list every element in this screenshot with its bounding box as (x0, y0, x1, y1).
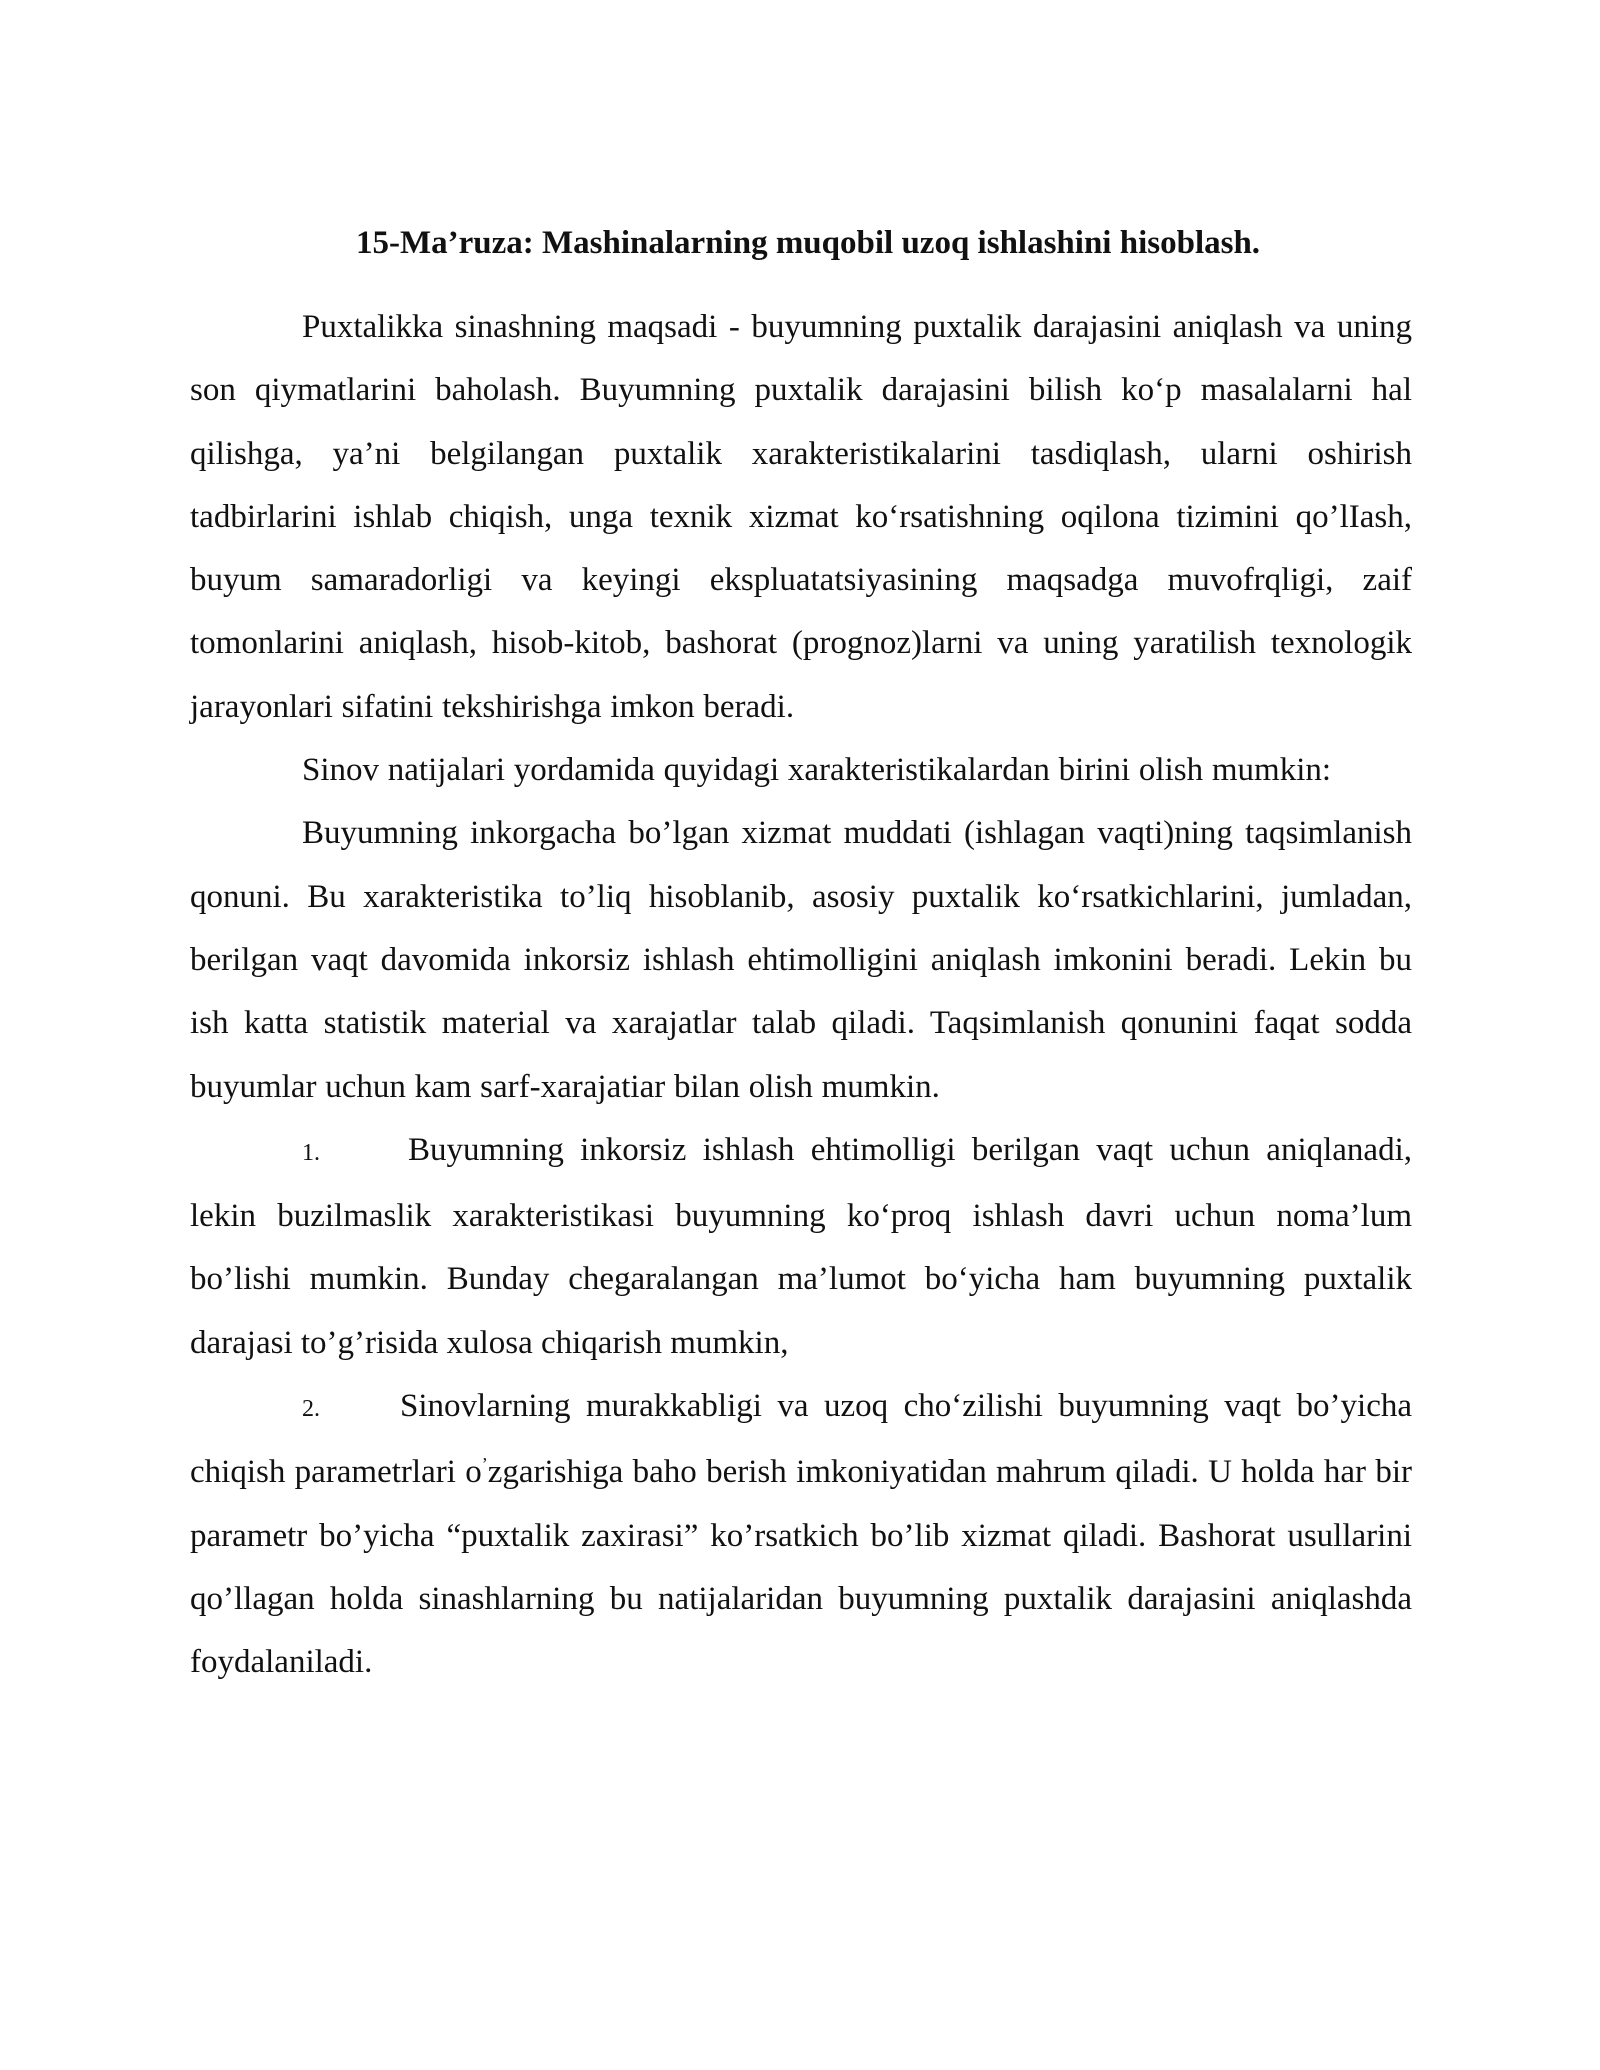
superscript-apostrophe: ’ (481, 1454, 488, 1475)
list-text-1: Buyumning inkorsiz ishlash ehtimolligi berilgan vaqt uchun aniqlanadi, lekin buzilmaslik xarakteristikasi buyumning ko‘proq ishlash davri uchun noma’lum bo’lishi mumkin. Bunday chegaralangan ma’lumot bo‘yicha ham buyumning puxtalik darajasi to’g’risida xulosa chiqarish mumkin, (190, 1131, 1412, 1361)
paragraph-distribution-law: Buyumning inkorgacha bo’lgan xizmat muddati (ishlagan vaqti)ning taqsimlanish qonuni. Bu xarakteristika to’liq hisoblanib, asosiy puxtalik ko‘rsatkichlarini, jumladan, berilgan vaqt davomida inkorsiz ishlash ehtimolligini aniqlash imkonini beradi. Lekin bu ish katta statistik material va xarajatlar talab qiladi. Taqsimlanish qonunini faqat sodda buyumlar uchun kam sarf-xarajatiar bilan olish mumkin. (190, 815, 1412, 1105)
list-number-1: 1. (302, 1139, 320, 1166)
list-item-1 (190, 1119, 1412, 1375)
list-item-2 (190, 1375, 1412, 1694)
list-text-2-end: zgarishiga baho berish imkoniyatidan mahrum qiladi. U holda har bir parametr bo’yicha “puxtalik zaxirasi” ko’rsatkich bo’lib xizmat qiladi. Bashorat usullarini qo’llagan holda sinashlarning bu natijalaridan buyumning puxtalik darajasini aniqlashda foydalaniladi. (190, 1454, 1413, 1681)
document-body (190, 218, 1412, 1695)
list-number-2: 2. (302, 1396, 320, 1423)
paragraph-purpose: Puxtalikka sinashning maqsadi - buyumning puxtalik darajasini aniqlash va uning son qiymatlarini baholash. Buyumning puxtalik darajasini bilish ko‘p masalalarni hal qilishga, ya’ni belgilangan puxtalik xarakteristikalarini tasdiqlash, ularni oshirish tadbirlarini ishlab chiqish, unga texnik xizmat ko‘rsatishning oqilona tizimini qo’lIash, buyum samaradorligi va keyingi ekspluatatsiyasining maqsadga muvofrqligi, zaif tomonlarini aniqlash, hisob-kitob, bashorat (prognoz)larni va uning yaratilish texnologik jarayonlari sifatini tekshirishga imkon beradi. (190, 309, 1412, 725)
paragraph-test-results: Sinov natijalari yordamida quyidagi xarakteristikalardan birini olish mumkin: (302, 752, 1332, 789)
lecture-title: 15-Ma’ruza: Mashinalarning muqobil uzoq ishlashini hisoblash. (356, 225, 1261, 261)
list-text-2-start: Sinovlarning murakkabligi va uzoq cho‘zilishi buyumning vaqt bo’yicha chiqish parametrlari o (190, 1388, 1412, 1491)
